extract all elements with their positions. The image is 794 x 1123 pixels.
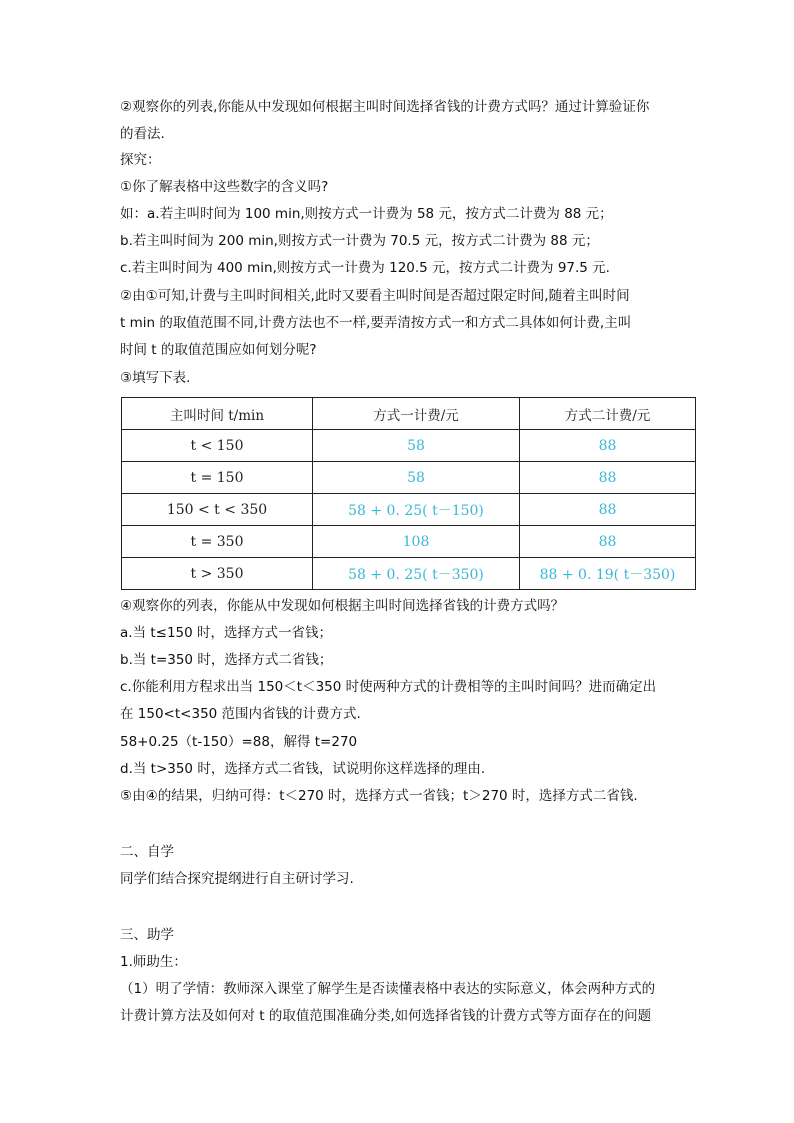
table-row: [122, 558, 696, 590]
text-line: ②由①可知,计费与主叫时间相关,此时又要看主叫时间是否超过限定时间,随着主叫时间: [120, 288, 630, 304]
text-line: t min 的取值范围不同,计费方法也不一样,要弄清按方式一和方式二具体如何计费,主叫: [120, 315, 632, 331]
cell-plan-two: 88: [520, 462, 696, 494]
header-plan-two-fee: 方式二计费/元: [520, 398, 696, 430]
table-row: [122, 430, 696, 462]
text-line: a.当 t≤150 时，选择方式一省钱；: [120, 625, 333, 641]
table-row: [122, 494, 696, 526]
cell-plan-two: 88 + 0. 19( t－350): [520, 558, 696, 590]
text-line: 1.师助生：: [120, 954, 187, 970]
cell-time-range: t > 350: [122, 558, 313, 590]
cell-plan-one: 58 + 0. 25( t－350): [313, 558, 520, 590]
text-line: 时间 t 的取值范围应如何划分呢?: [120, 342, 317, 358]
text-line: ②观察你的列表,你能从中发现如何根据主叫时间选择省钱的计费方式吗？通过计算验证你: [120, 99, 650, 115]
pricing-table: [121, 397, 696, 590]
cell-plan-one: 58 + 0. 25( t－150): [313, 494, 520, 526]
cell-time-range: t = 150: [122, 462, 313, 494]
cell-plan-two: 88: [520, 526, 696, 558]
text-line: 的看法.: [120, 126, 165, 142]
text-line: 三、助学: [120, 927, 174, 943]
text-line: b.当 t=350 时，选择方式二省钱；: [120, 652, 333, 668]
cell-plan-one: 108: [313, 526, 520, 558]
text-line: （1）明了学情：教师深入课堂了解学生是否读懂表格中表达的实际意义，体会两种方式的: [120, 981, 656, 997]
text-line: 二、自学: [120, 844, 174, 860]
text-line: 58+0.25（t-150）=88，解得 t=270: [120, 734, 358, 750]
text-line: ③填写下表.: [120, 370, 191, 386]
text-line: c.若主叫时间为 400 min,则按方式一计费为 120.5 元，按方式二计费为 97.5 元.: [120, 260, 610, 276]
cell-time-range: t < 150: [122, 430, 313, 462]
text-line: 计费计算方法及如何对 t 的取值范围准确分类,如何选择省钱的计费方式等方面存在的问题: [120, 1008, 652, 1024]
text-line: c.你能利用方程求出当 150＜t＜350 时使两种方式的计费相等的主叫时间吗？进而确定出: [120, 679, 657, 695]
cell-plan-one: 58: [313, 462, 520, 494]
text-line: d.当 t>350 时，选择方式二省钱，试说明你这样选择的理由.: [120, 761, 486, 777]
cell-plan-one: 58: [313, 430, 520, 462]
cell-time-range: 150 < t < 350: [122, 494, 313, 526]
text-line: 在 150<t<350 范围内省钱的计费方式.: [120, 706, 361, 722]
cell-time-range: t = 350: [122, 526, 313, 558]
text-line: ⑤由④的结果，归纳可得：t＜270 时，选择方式一省钱；t＞270 时，选择方式二省钱.: [120, 788, 638, 804]
text-line: b.若主叫时间为 200 min,则按方式一计费为 70.5 元，按方式二计费为 88 元；: [120, 233, 599, 249]
header-plan-one-fee: 方式一计费/元: [313, 398, 520, 430]
text-line: ①你了解表格中这些数字的含义吗?: [120, 179, 329, 195]
table-row: [122, 462, 696, 494]
text-line: 如：a.若主叫时间为 100 min,则按方式一计费为 58 元，按方式二计费为 88 元；: [120, 206, 613, 222]
table-header-row: [122, 398, 696, 430]
cell-plan-two: 88: [520, 494, 696, 526]
table-row: [122, 526, 696, 558]
text-line: ④观察你的列表，你能从中发现如何根据主叫时间选择省钱的计费方式吗？: [120, 598, 565, 614]
header-call-time: 主叫时间 t/min: [122, 398, 313, 430]
text-line: 同学们结合探究提纲进行自主研讨学习.: [120, 871, 354, 887]
text-line: 探究：: [120, 152, 161, 168]
cell-plan-two: 88: [520, 430, 696, 462]
